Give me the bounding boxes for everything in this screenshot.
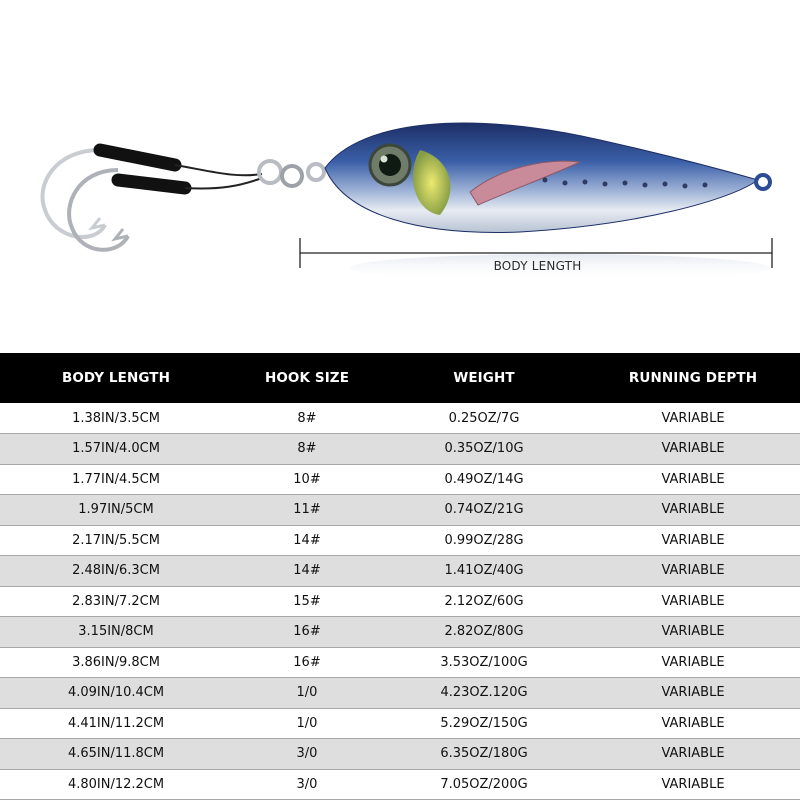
hook-size-cell: 3/0 bbox=[232, 769, 382, 800]
table-row bbox=[0, 678, 800, 709]
weight-cell: 2.12OZ/60G bbox=[382, 586, 586, 617]
split-ring bbox=[282, 166, 302, 186]
body-length-cell: 4.80IN/12.2CM bbox=[0, 769, 232, 800]
spec-table bbox=[0, 353, 800, 800]
weight-cell: 7.05OZ/200G bbox=[382, 769, 586, 800]
product-image-area bbox=[0, 0, 800, 352]
header-running-depth: RUNNING DEPTH bbox=[628, 370, 758, 386]
table-row bbox=[0, 434, 800, 465]
hook-size-cell: 16# bbox=[232, 647, 382, 678]
table-row bbox=[0, 739, 800, 770]
body-length-cell: 1.97IN/5CM bbox=[0, 495, 232, 526]
body-length-cell: 4.41IN/11.2CM bbox=[0, 708, 232, 739]
body-length-cell: 4.09IN/10.4CM bbox=[0, 678, 232, 709]
table-row bbox=[0, 464, 800, 495]
body-length-cell: 1.38IN/3.5CM bbox=[0, 403, 232, 434]
body-length-cell: 3.86IN/9.8CM bbox=[0, 647, 232, 678]
weight-cell: 0.99OZ/28G bbox=[382, 525, 586, 556]
tubing bbox=[118, 180, 185, 188]
running-depth-cell: VARIABLE bbox=[586, 464, 800, 495]
weight-cell: 3.53OZ/100G bbox=[382, 647, 586, 678]
table-body bbox=[0, 403, 800, 800]
body-length-cell: 2.83IN/7.2CM bbox=[0, 586, 232, 617]
running-depth-cell: VARIABLE bbox=[586, 647, 800, 678]
table-row bbox=[0, 617, 800, 648]
running-depth-cell: VARIABLE bbox=[586, 586, 800, 617]
hook-size-cell: 15# bbox=[232, 586, 382, 617]
running-depth-cell: VARIABLE bbox=[586, 678, 800, 709]
running-depth-cell: VARIABLE bbox=[586, 525, 800, 556]
split-ring bbox=[308, 164, 324, 180]
weight-cell: 1.41OZ/40G bbox=[382, 556, 586, 587]
header-body-length: BODY LENGTH bbox=[61, 370, 171, 386]
body-length-cell: 1.57IN/4.0CM bbox=[0, 434, 232, 465]
hook-size-cell: 8# bbox=[232, 403, 382, 434]
weight-cell: 2.82OZ/80G bbox=[382, 617, 586, 648]
hook-size-cell: 11# bbox=[232, 495, 382, 526]
weight-cell: 0.25OZ/7G bbox=[382, 403, 586, 434]
hook-size-cell: 8# bbox=[232, 434, 382, 465]
table-row bbox=[0, 586, 800, 617]
body-length-cell: 1.77IN/4.5CM bbox=[0, 464, 232, 495]
weight-cell: 0.74OZ/21G bbox=[382, 495, 586, 526]
hook-size-cell: 3/0 bbox=[232, 739, 382, 770]
header-weight: WEIGHT bbox=[453, 370, 515, 386]
body-length-cell: 4.65IN/11.8CM bbox=[0, 739, 232, 770]
weight-cell: 0.35OZ/10G bbox=[382, 434, 586, 465]
running-depth-cell: VARIABLE bbox=[586, 769, 800, 800]
hook-size-cell: 10# bbox=[232, 464, 382, 495]
running-depth-cell: VARIABLE bbox=[586, 617, 800, 648]
table-row bbox=[0, 525, 800, 556]
running-depth-cell: VARIABLE bbox=[586, 739, 800, 770]
running-depth-cell: VARIABLE bbox=[586, 556, 800, 587]
table-header-row bbox=[0, 353, 800, 403]
weight-cell: 4.23OZ.120G bbox=[382, 678, 586, 709]
weight-cell: 0.49OZ/14G bbox=[382, 464, 586, 495]
running-depth-cell: VARIABLE bbox=[586, 403, 800, 434]
tubing bbox=[100, 150, 175, 165]
body-length-cell: 2.17IN/5.5CM bbox=[0, 525, 232, 556]
hook-size-cell: 16# bbox=[232, 617, 382, 648]
table-row bbox=[0, 403, 800, 434]
running-depth-cell: VARIABLE bbox=[586, 434, 800, 465]
tail-eyelet bbox=[756, 175, 770, 189]
table-row bbox=[0, 708, 800, 739]
fishing-jig-illustration bbox=[0, 0, 800, 352]
split-ring bbox=[259, 161, 281, 183]
body-length-cell: 2.48IN/6.3CM bbox=[0, 556, 232, 587]
body-length-cell: 3.15IN/8CM bbox=[0, 617, 232, 648]
table-row bbox=[0, 647, 800, 678]
hook-size-cell: 14# bbox=[232, 556, 382, 587]
weight-cell: 5.29OZ/150G bbox=[382, 708, 586, 739]
running-depth-cell: VARIABLE bbox=[586, 495, 800, 526]
header-hook-size: HOOK SIZE bbox=[264, 370, 350, 386]
weight-cell: 6.35OZ/180G bbox=[382, 739, 586, 770]
table-row bbox=[0, 495, 800, 526]
table-row bbox=[0, 769, 800, 800]
running-depth-cell: VARIABLE bbox=[586, 708, 800, 739]
hook-size-cell: 1/0 bbox=[232, 678, 382, 709]
table-row bbox=[0, 556, 800, 587]
body-length-label: BODY LENGTH bbox=[493, 259, 582, 273]
hook-size-cell: 14# bbox=[232, 525, 382, 556]
hook-size-cell: 1/0 bbox=[232, 708, 382, 739]
